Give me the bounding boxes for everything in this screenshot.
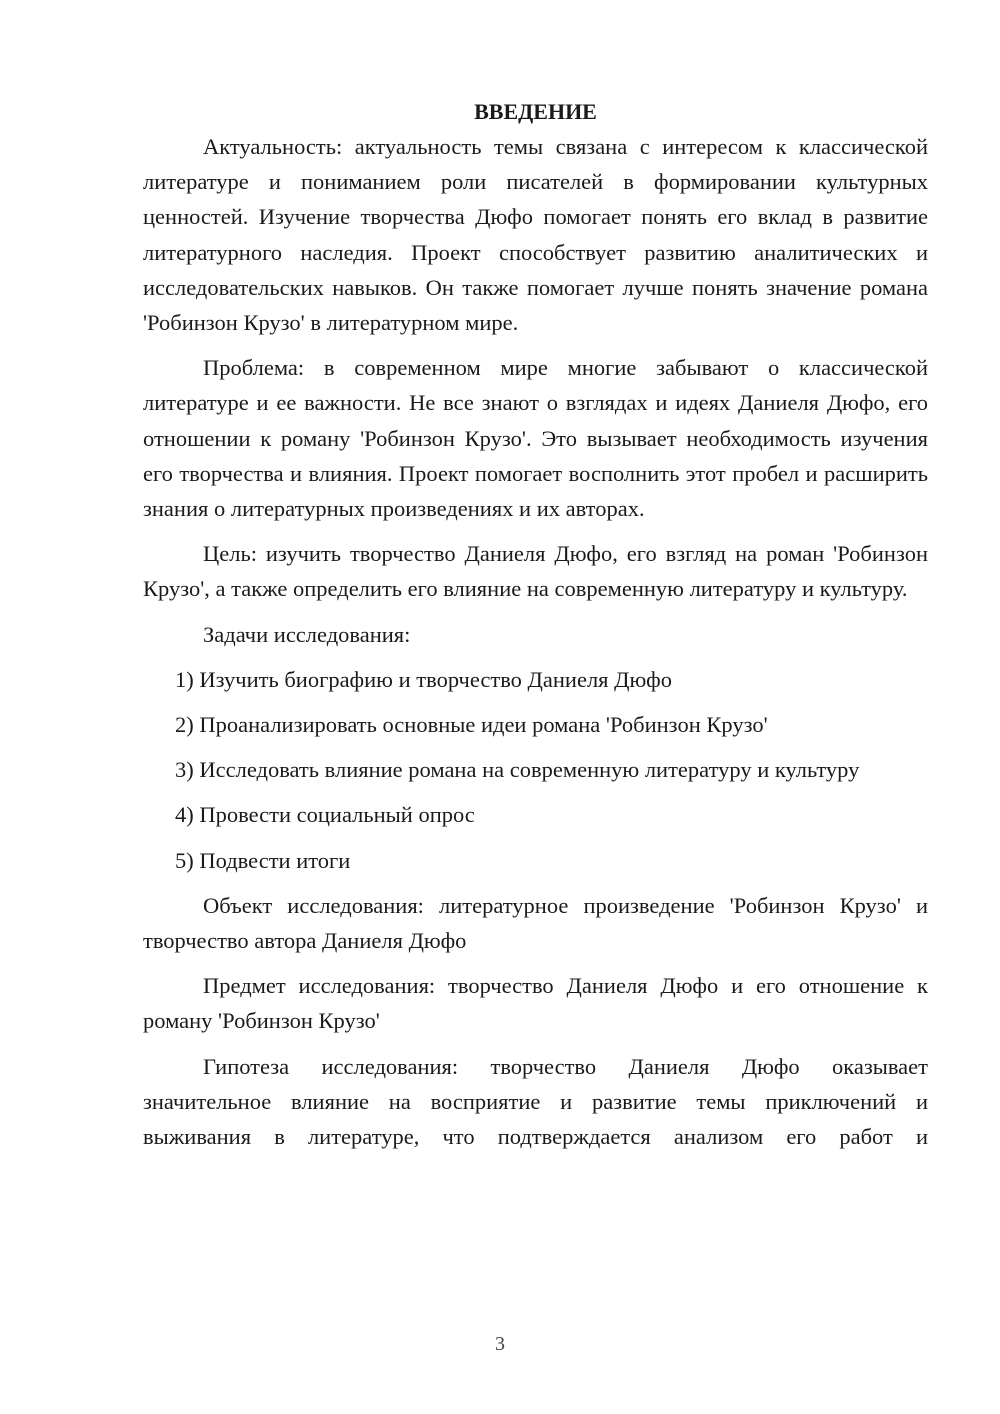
page-title: ВВЕДЕНИЕ xyxy=(474,99,597,124)
object-paragraph: Объект исследования: литературное произведение 'Робинзон Крузо' и творчество автора Даниеля Дюфо xyxy=(143,892,928,954)
relevance-paragraph: Актуальность: актуальность темы связана с интересом к классической литературе и пониманием роли писателей в формировании культурных ценностей. Изучение творчества Дюфо помогает понять его вклад в развитие литературного наследия. Проект способствует развитию аналитических и исследовательских навыков. Он также помогает лучше понять значение романа 'Робинзон Крузо' в литературном мире. xyxy=(143,134,928,336)
problem-paragraph: Проблема: в современном мире многие забывают о классической литературе и ее важности. Не все знают о взглядах и идеях Даниеля Дюфо, его отношении к роману 'Робинзон Крузо'. Это вызывает необходимость изучения его творчества и влияния. Проект помогает восполнить этот пробел и расширить знания о литературных произведениях и их авторах. xyxy=(143,355,928,522)
tasks-heading: Задачи исследования: xyxy=(203,621,411,647)
document-page xyxy=(143,94,928,1164)
task-item-5: 5) Подвести итоги xyxy=(175,847,351,873)
subject-paragraph: Предмет исследования: творчество Даниеля Дюфо и его отношение к роману 'Робинзон Крузо' xyxy=(143,973,928,1034)
task-item-3: 3) Исследовать влияние романа на современную литературу и культуру xyxy=(175,757,860,783)
task-item-1: 1) Изучить биографию и творчество Даниеля Дюфо xyxy=(175,666,673,692)
task-item-4: 4) Провести социальный опрос xyxy=(175,802,475,828)
task-item-2: 2) Проанализировать основные идеи романа 'Робинзон Крузо' xyxy=(175,712,768,738)
hypothesis-paragraph: Гипотеза исследования: творчество Даниеля Дюфо оказывает значительное влияние на восприятие и развитие темы приключений и выживания в литературе, что подтверждается анализом его работ и xyxy=(143,1053,928,1150)
page-number: 3 xyxy=(495,1333,505,1355)
goal-paragraph: Цель: изучить творчество Даниеля Дюфо, его взгляд на роман 'Робинзон Крузо', а также определить его влияние на современную литературу и культуру. xyxy=(143,541,928,602)
